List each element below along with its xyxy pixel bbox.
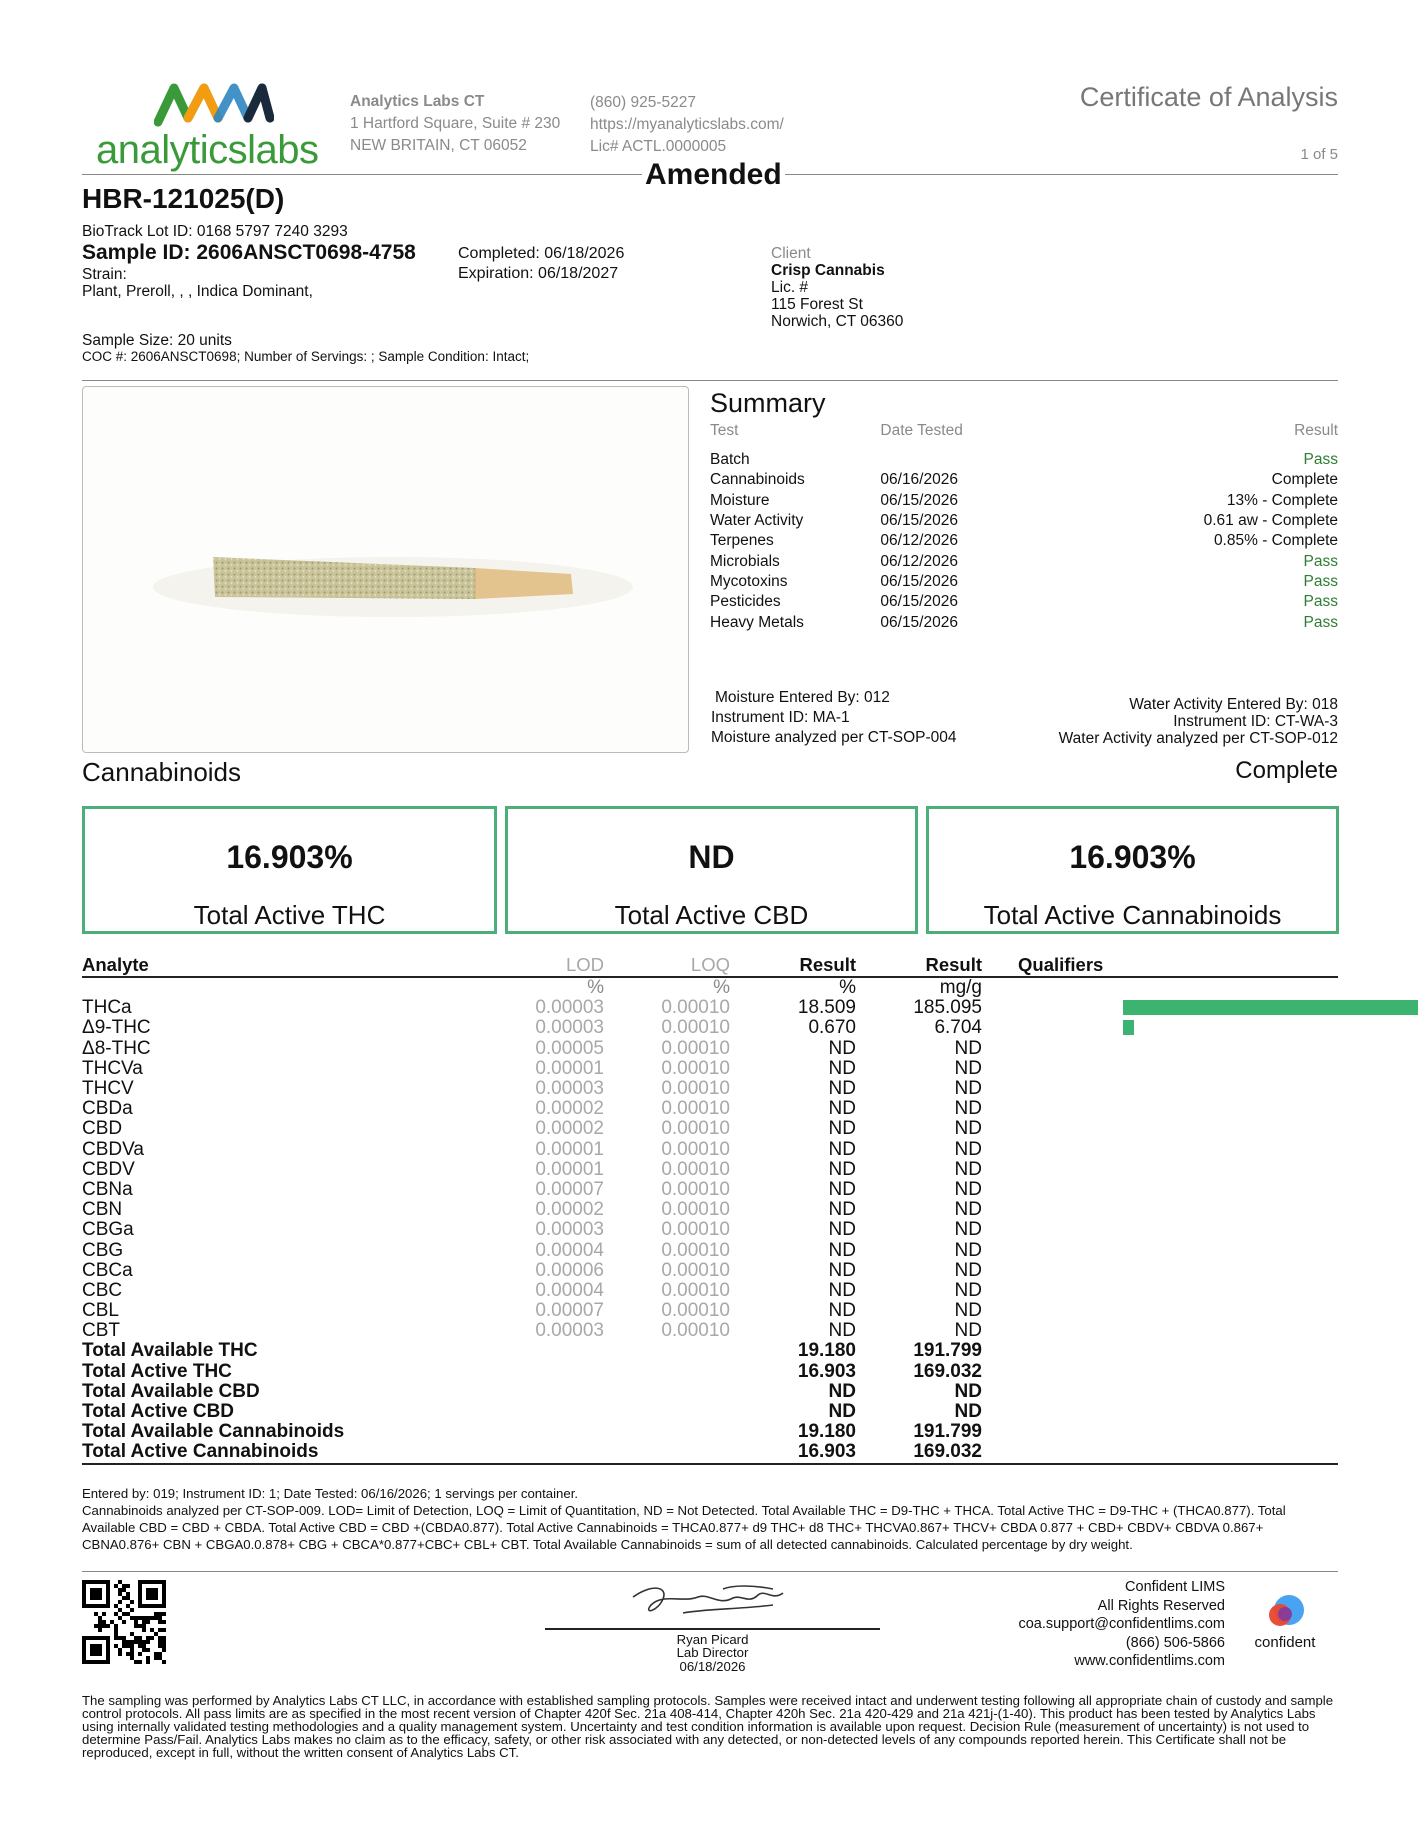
analyte-name: CBGa <box>82 1219 134 1241</box>
total-thc-label: Total Active THC <box>193 900 386 930</box>
analyte-qualifier <box>982 1140 1338 1160</box>
analyte-result-mg: ND <box>954 1239 982 1261</box>
logo-text: analyticslabs <box>96 128 319 172</box>
analyte-qualifier <box>982 1039 1338 1059</box>
signature-image <box>623 1575 803 1625</box>
analyte-loq: 0.00010 <box>661 997 730 1019</box>
analyte-name: CBCa <box>82 1259 133 1281</box>
summary-date: 06/15/2026 <box>880 491 958 509</box>
summary-header <box>710 422 1338 450</box>
analyte-result-mg: ND <box>954 1259 982 1281</box>
total-name: Total Active THC <box>82 1360 232 1382</box>
moisture-entered: Moisture Entered By: 012 <box>715 689 890 706</box>
confident-logo-icon <box>1263 1592 1307 1632</box>
analyte-bar <box>1123 1020 1134 1035</box>
analyte-name: CBNa <box>82 1178 133 1200</box>
analyte-row <box>82 1140 1338 1160</box>
summary-row <box>710 511 1338 531</box>
lims-info <box>1018 1578 1225 1671</box>
col-result-pct: Result <box>730 954 856 977</box>
analyte-loq: 0.00010 <box>661 1300 730 1322</box>
analyte-result-pct: ND <box>828 1138 856 1160</box>
unit-pct: % <box>839 977 856 999</box>
sample-divider <box>82 380 1338 381</box>
analyte-row <box>82 1099 1338 1119</box>
analyte-qualifier <box>982 1180 1338 1200</box>
summary-test: Terpenes <box>710 532 774 550</box>
col-result-mg: Result <box>856 954 982 977</box>
coc-info: COC #: 2606ANSCT0698; Number of Servings: ; Sample Condition: Intact; <box>82 349 530 364</box>
analyte-result-mg: ND <box>954 1057 982 1079</box>
lims-email[interactable]: coa.support@confidentlims.com <box>1018 1616 1225 1632</box>
analyte-result-pct: ND <box>828 1219 856 1241</box>
summary-date: 06/15/2026 <box>880 593 958 611</box>
analyte-result-pct: ND <box>828 1300 856 1322</box>
total-result-pct: 19.180 <box>797 1421 856 1443</box>
analyte-loq: 0.00010 <box>661 1178 730 1200</box>
client-street: 115 Forest St <box>771 296 863 313</box>
unit-mg: mg/g <box>939 977 982 999</box>
analyte-loq: 0.00010 <box>661 1037 730 1059</box>
total-name: Total Active CBD <box>82 1401 235 1423</box>
analyte-loq: 0.00010 <box>661 1279 730 1301</box>
footnote-method: Cannabinoids analyzed per CT-SOP-009. LOD= Limit of Detection, LOQ = Limit of Quantitation, ND = Not Detected. Total Available THC = D9-THC + THCA. Total Active THC = D9-THC + (THCA0.877). Total Available CBD = CBD + CBDA. Total Active CBD = CBD +(CBDA0.877). Total Active Cannabinoids = THCA0.877+ d9 THC+ d8 THC+ THCVA0.867+ THCV+ CBDA 0.877 + CBD+ CBDV+ CBDVA 0.867+ CBNA0.876+ CBN + CBGA0.0.878+ CBG + CBCA*0.877+CBC+ CBL+ CBT. Total Available Cannabinoids = sum of all detected cannabinoids. Calculated percentage by dry weight. <box>82 1503 1286 1552</box>
summary-table <box>710 422 1338 633</box>
analyte-qualifier <box>982 1099 1338 1119</box>
analyte-row <box>82 1220 1338 1240</box>
analyte-result-pct: ND <box>828 1199 856 1221</box>
strain-value: Plant, Preroll, , , Indica Dominant, <box>82 283 313 300</box>
col-analyte: Analyte <box>82 954 382 977</box>
analyte-name: CBC <box>82 1279 123 1301</box>
water-notes <box>1059 696 1338 747</box>
analyte-lod: 0.00004 <box>535 1239 604 1261</box>
total-name: Total Available THC <box>82 1340 258 1362</box>
cannabinoid-footnotes <box>82 1485 1338 1553</box>
total-cbd-value: ND <box>688 839 735 875</box>
summary-date: 06/12/2026 <box>880 552 958 570</box>
analyte-lod: 0.00002 <box>535 1118 604 1140</box>
analyte-result-mg: 185.095 <box>913 997 982 1019</box>
qr-code-icon <box>82 1580 166 1664</box>
summary-result: Pass <box>1303 451 1338 469</box>
analyte-qualifier <box>982 998 1338 1018</box>
summary-test: Water Activity <box>710 512 804 530</box>
analyte-qualifier <box>982 1018 1338 1038</box>
biotrack-lot: BioTrack Lot ID: 0168 5797 7240 3293 <box>82 223 348 240</box>
summary-row <box>710 470 1338 490</box>
summary-result: 0.85% - Complete <box>1213 532 1338 550</box>
analyte-name: Δ9-THC <box>82 1017 151 1039</box>
total-result-mg: 191.799 <box>913 1340 982 1362</box>
total-cbd-label: Total Active CBD <box>614 900 809 930</box>
total-result-pct: ND <box>828 1380 856 1402</box>
analyte-result-pct: ND <box>828 1098 856 1120</box>
analyte-row <box>82 1180 1338 1200</box>
unit-analyte <box>82 977 382 998</box>
summary-col-result: Result <box>1294 422 1338 439</box>
units-row <box>82 977 1338 998</box>
summary-result: Pass <box>1303 552 1338 570</box>
lab-info <box>350 91 560 157</box>
analyte-name: CBL <box>82 1300 119 1322</box>
signature-line <box>545 1628 880 1630</box>
col-loq: LOQ <box>604 954 730 977</box>
analyte-name: THCV <box>82 1078 134 1100</box>
analyte-row <box>82 1200 1338 1220</box>
analyte-result-mg: ND <box>954 1078 982 1100</box>
analyte-name: THCa <box>82 997 132 1019</box>
total-row <box>82 1341 1338 1361</box>
col-lod: LOD <box>382 954 604 977</box>
total-name: Total Available CBD <box>82 1380 260 1402</box>
analyte-result-mg: ND <box>954 1158 982 1180</box>
analyte-result-pct: ND <box>828 1078 856 1100</box>
analyte-qualifier <box>982 1261 1338 1281</box>
analyte-row <box>82 1240 1338 1260</box>
analyte-name: CBDV <box>82 1158 135 1180</box>
analyte-lod: 0.00003 <box>535 997 604 1019</box>
summary-row <box>710 551 1338 571</box>
lab-phone: (860) 925-5227 <box>590 94 696 111</box>
summary-date: 06/16/2026 <box>880 471 958 489</box>
summary-row <box>710 531 1338 551</box>
summary-test: Heavy Metals <box>710 613 804 631</box>
sample-size: Sample Size: 20 units <box>82 332 232 349</box>
summary-date <box>880 450 1096 470</box>
total-cannabinoids-box <box>926 806 1339 934</box>
analyte-lod: 0.00001 <box>535 1057 604 1079</box>
lims-name: Confident LIMS <box>1125 1579 1225 1595</box>
cannabinoids-title: Cannabinoids <box>82 757 242 787</box>
total-result-pct: 16.903 <box>797 1360 856 1382</box>
signer-name: Ryan Picard <box>676 1632 749 1647</box>
analyte-name: CBG <box>82 1239 124 1261</box>
analyte-row <box>82 1301 1338 1321</box>
summary-test: Pesticides <box>710 593 781 611</box>
amended-label: Amended <box>642 158 785 192</box>
analyte-result-pct: ND <box>828 1239 856 1261</box>
total-result-pct: 16.903 <box>730 1442 856 1463</box>
analyte-loq: 0.00010 <box>661 1098 730 1120</box>
analyte-result-mg: ND <box>954 1279 982 1301</box>
footnote-entered: Entered by: 019; Instrument ID: 1; Date Tested: 06/16/2026; 1 servings per container. <box>82 1486 579 1501</box>
analyte-result-pct: 18.509 <box>797 997 856 1019</box>
total-row <box>82 1382 1338 1402</box>
total-cannabinoids-value: 16.903% <box>1069 839 1196 875</box>
summary-date: 06/15/2026 <box>880 572 958 590</box>
confident-logo <box>1240 1592 1330 1651</box>
analyte-qualifier <box>982 1240 1338 1260</box>
analyte-lod: 0.00001 <box>535 1138 604 1160</box>
client-name: Crisp Cannabis <box>771 262 885 279</box>
analyte-bar <box>1123 1000 1418 1015</box>
analyte-lod: 0.00001 <box>535 1158 604 1180</box>
disclaimer: The sampling was performed by Analytics Labs CT LLC, in accordance with established sampling protocols. Samples were received intact and underwent testing following all appropriate chain of custody and sample control protocols. All pass limits are as specified in the most recent version of Chapter 420f Sec. 21a 408-414, Chapter 420h Sec. 21a 420-429 and 21a 421j-(1-40). This product has been tested by Analytics Labs using internally validated testing methodologies and a quality management system. Uncertainty and test condition information is available upon request. Decision Rule (measurement of uncertainty) is not used to determine Pass/Fail. Analytics Labs makes no claim as to the efficacy, safety, or other risk associated with any detected, or non-detected levels of any compounds reported herein. This Certificate shall not be reproduced, except in full, without the written consent of Analytics Labs CT. <box>82 1693 1334 1760</box>
summary-row <box>710 450 1338 470</box>
analyte-name: Δ8-THC <box>82 1037 151 1059</box>
analyte-lod: 0.00004 <box>535 1279 604 1301</box>
analyte-row <box>82 1261 1338 1281</box>
unit-lod: % <box>587 977 604 999</box>
client-lic: Lic. # <box>771 279 809 296</box>
total-row <box>82 1422 1338 1442</box>
analyte-qualifier <box>982 1281 1338 1301</box>
unit-loq: % <box>713 977 730 999</box>
lims-web[interactable]: www.confidentlims.com <box>1074 1653 1225 1669</box>
analyte-loq: 0.00010 <box>661 1158 730 1180</box>
summary-test: Microbials <box>710 552 780 570</box>
client-label: Client <box>771 245 811 262</box>
summary-row <box>710 572 1338 592</box>
total-result-mg: ND <box>954 1380 982 1402</box>
moisture-instrument: Instrument ID: MA-1 <box>711 709 850 726</box>
total-result-mg: 169.032 <box>856 1442 982 1463</box>
analyte-result-mg: ND <box>954 1118 982 1140</box>
analyte-qualifier <box>982 1059 1338 1079</box>
total-cannabinoids-label: Total Active Cannabinoids <box>983 900 1282 930</box>
analyte-name: CBDa <box>82 1098 133 1120</box>
analyte-result-mg: ND <box>954 1178 982 1200</box>
analyte-name: CBN <box>82 1199 123 1221</box>
moisture-sop: Moisture analyzed per CT-SOP-004 <box>711 729 957 746</box>
summary-date: 06/12/2026 <box>880 532 958 550</box>
summary-test: Moisture <box>710 491 770 509</box>
analyte-loq: 0.00010 <box>661 1017 730 1039</box>
analyte-result-mg: ND <box>954 1138 982 1160</box>
summary-result: 0.61 aw - Complete <box>1203 512 1338 530</box>
analyte-result-mg: ND <box>954 1219 982 1241</box>
analyte-lod: 0.00002 <box>535 1199 604 1221</box>
total-cbd-box <box>505 806 918 934</box>
lab-name: Analytics Labs CT <box>350 93 485 110</box>
total-thc-box <box>82 806 497 934</box>
analyte-loq: 0.00010 <box>661 1138 730 1160</box>
completed-date: Completed: 06/18/2026 <box>458 245 625 262</box>
analyte-qualifier <box>982 1160 1338 1180</box>
total-result-pct: ND <box>828 1401 856 1423</box>
analyte-qualifier <box>982 1119 1338 1139</box>
confident-logo-text: confident <box>1254 1634 1316 1651</box>
analyte-loq: 0.00010 <box>661 1057 730 1079</box>
summary-col-test: Test <box>710 422 739 439</box>
client-block <box>771 245 903 330</box>
analyte-lod: 0.00005 <box>535 1037 604 1059</box>
analyte-loq: 0.00010 <box>661 1259 730 1281</box>
summary-result: Pass <box>1303 572 1338 590</box>
total-name: Total Active Cannabinoids <box>82 1442 382 1463</box>
analyte-lod: 0.00007 <box>535 1178 604 1200</box>
summary-result: Pass <box>1303 593 1338 611</box>
analyte-result-pct: ND <box>828 1158 856 1180</box>
analyte-result-pct: ND <box>828 1118 856 1140</box>
analyte-row <box>82 1079 1338 1099</box>
analyte-lod: 0.00002 <box>535 1098 604 1120</box>
analyte-row <box>82 1281 1338 1301</box>
document-title: Certificate of Analysis <box>1079 82 1338 112</box>
total-result-pct: 19.180 <box>797 1340 856 1362</box>
strain-label: Strain: <box>82 266 127 283</box>
lims-phone: (866) 506-5866 <box>1125 1634 1225 1651</box>
logo-mark-icon <box>154 80 274 128</box>
summary-test: Mycotoxins <box>710 572 788 590</box>
summary-row <box>710 612 1338 632</box>
total-result-mg: ND <box>954 1401 982 1423</box>
analyte-loq: 0.00010 <box>661 1219 730 1241</box>
signature-date: 06/18/2026 <box>679 1659 746 1674</box>
analyte-qualifier <box>982 1220 1338 1240</box>
total-row <box>82 1442 1338 1463</box>
analyte-lod: 0.00003 <box>535 1017 604 1039</box>
signer-title: Lab Director <box>676 1645 749 1660</box>
analyte-lod: 0.00003 <box>535 1078 604 1100</box>
lab-license: Lic# ACTL.0000005 <box>590 138 727 155</box>
lab-website[interactable]: https://myanalyticslabs.com/ <box>590 116 784 133</box>
analyte-result-mg: ND <box>954 1037 982 1059</box>
total-row <box>82 1402 1338 1422</box>
analyte-result-mg: ND <box>954 1199 982 1221</box>
analyte-result-pct: ND <box>828 1178 856 1200</box>
analyte-row <box>82 1321 1338 1341</box>
lab-address2: NEW BRITAIN, CT 06052 <box>350 137 527 154</box>
analyte-result-mg: ND <box>954 1320 982 1342</box>
analyte-lod: 0.00007 <box>535 1300 604 1322</box>
summary-row <box>710 592 1338 612</box>
analyte-result-pct: ND <box>828 1037 856 1059</box>
analyte-result-pct: ND <box>828 1057 856 1079</box>
analyte-row <box>82 1059 1338 1079</box>
analyte-result-pct: ND <box>828 1320 856 1342</box>
summary-date: 06/15/2026 <box>880 512 958 530</box>
analyte-loq: 0.00010 <box>661 1239 730 1261</box>
summary-date: 06/15/2026 <box>880 613 958 631</box>
client-city: Norwich, CT 06360 <box>771 313 904 330</box>
footnote-divider <box>82 1571 1338 1572</box>
analyte-loq: 0.00010 <box>661 1199 730 1221</box>
water-sop: Water Activity analyzed per CT-SOP-012 <box>1058 730 1338 747</box>
analyte-qualifier <box>982 1301 1338 1321</box>
total-result-mg: 191.799 <box>913 1421 982 1443</box>
qr-code[interactable] <box>82 1580 166 1664</box>
analyte-lod: 0.00003 <box>535 1219 604 1241</box>
analyte-row <box>82 1160 1338 1180</box>
analyte-qualifier <box>982 1200 1338 1220</box>
sample-id: Sample ID: 2606ANSCT0698-4758 <box>82 241 416 264</box>
summary-result: 13% - Complete <box>1226 491 1338 509</box>
cannabinoids-status: Complete <box>1235 757 1338 784</box>
summary-row <box>710 491 1338 511</box>
analyte-result-pct: ND <box>828 1279 856 1301</box>
analyte-header <box>82 954 1338 977</box>
analyte-result-mg: ND <box>954 1300 982 1322</box>
total-result-mg: 169.032 <box>913 1360 982 1382</box>
page-number: 1 of 5 <box>1300 146 1338 163</box>
analyte-name: THCVa <box>82 1057 143 1079</box>
summary-test: Batch <box>710 451 750 469</box>
analyte-lod: 0.00003 <box>535 1320 604 1342</box>
analyte-row <box>82 1018 1338 1038</box>
signature-block <box>545 1575 880 1675</box>
analyte-row <box>82 1119 1338 1139</box>
total-name: Total Available Cannabinoids <box>82 1421 345 1443</box>
analyte-lod: 0.00006 <box>535 1259 604 1281</box>
analyte-name: CBT <box>82 1320 120 1342</box>
moisture-notes <box>711 688 957 748</box>
lab-contact <box>590 92 784 158</box>
analyte-table <box>82 954 1338 1465</box>
total-thc-value: 16.903% <box>226 839 353 875</box>
analyte-loq: 0.00010 <box>661 1118 730 1140</box>
analyte-result-pct: ND <box>828 1259 856 1281</box>
analyte-result-pct: 0.670 <box>808 1017 856 1039</box>
summary-col-date: Date Tested <box>880 422 963 439</box>
analyte-result-mg: 6.704 <box>934 1017 982 1039</box>
lab-address1: 1 Hartford Square, Suite # 230 <box>350 115 561 132</box>
lab-logo <box>96 80 321 180</box>
analyte-result-mg: ND <box>954 1098 982 1120</box>
analyte-loq: 0.00010 <box>661 1320 730 1342</box>
col-qualifiers: Qualifiers <box>982 954 1338 977</box>
analyte-row <box>82 998 1338 1018</box>
summary-title: Summary <box>710 388 826 418</box>
summary-result: Complete <box>1271 471 1338 489</box>
analyte-qualifier <box>982 1321 1338 1341</box>
summary-result: Pass <box>1303 613 1338 631</box>
analyte-name: CBDVa <box>82 1138 144 1160</box>
analyte-row <box>82 1039 1338 1059</box>
hbr-id: HBR-121025(D) <box>82 183 285 214</box>
expiration-date: Expiration: 06/18/2027 <box>458 265 619 282</box>
water-entered: Water Activity Entered By: 018 <box>1129 696 1338 713</box>
lims-rights: All Rights Reserved <box>1097 1597 1225 1614</box>
water-instrument: Instrument ID: CT-WA-3 <box>1173 713 1338 730</box>
summary-test: Cannabinoids <box>710 471 805 489</box>
analyte-loq: 0.00010 <box>661 1078 730 1100</box>
preroll-image <box>83 387 688 752</box>
total-row <box>82 1362 1338 1382</box>
analyte-qualifier <box>982 1079 1338 1099</box>
sample-photo <box>82 386 689 753</box>
analyte-name: CBD <box>82 1118 123 1140</box>
